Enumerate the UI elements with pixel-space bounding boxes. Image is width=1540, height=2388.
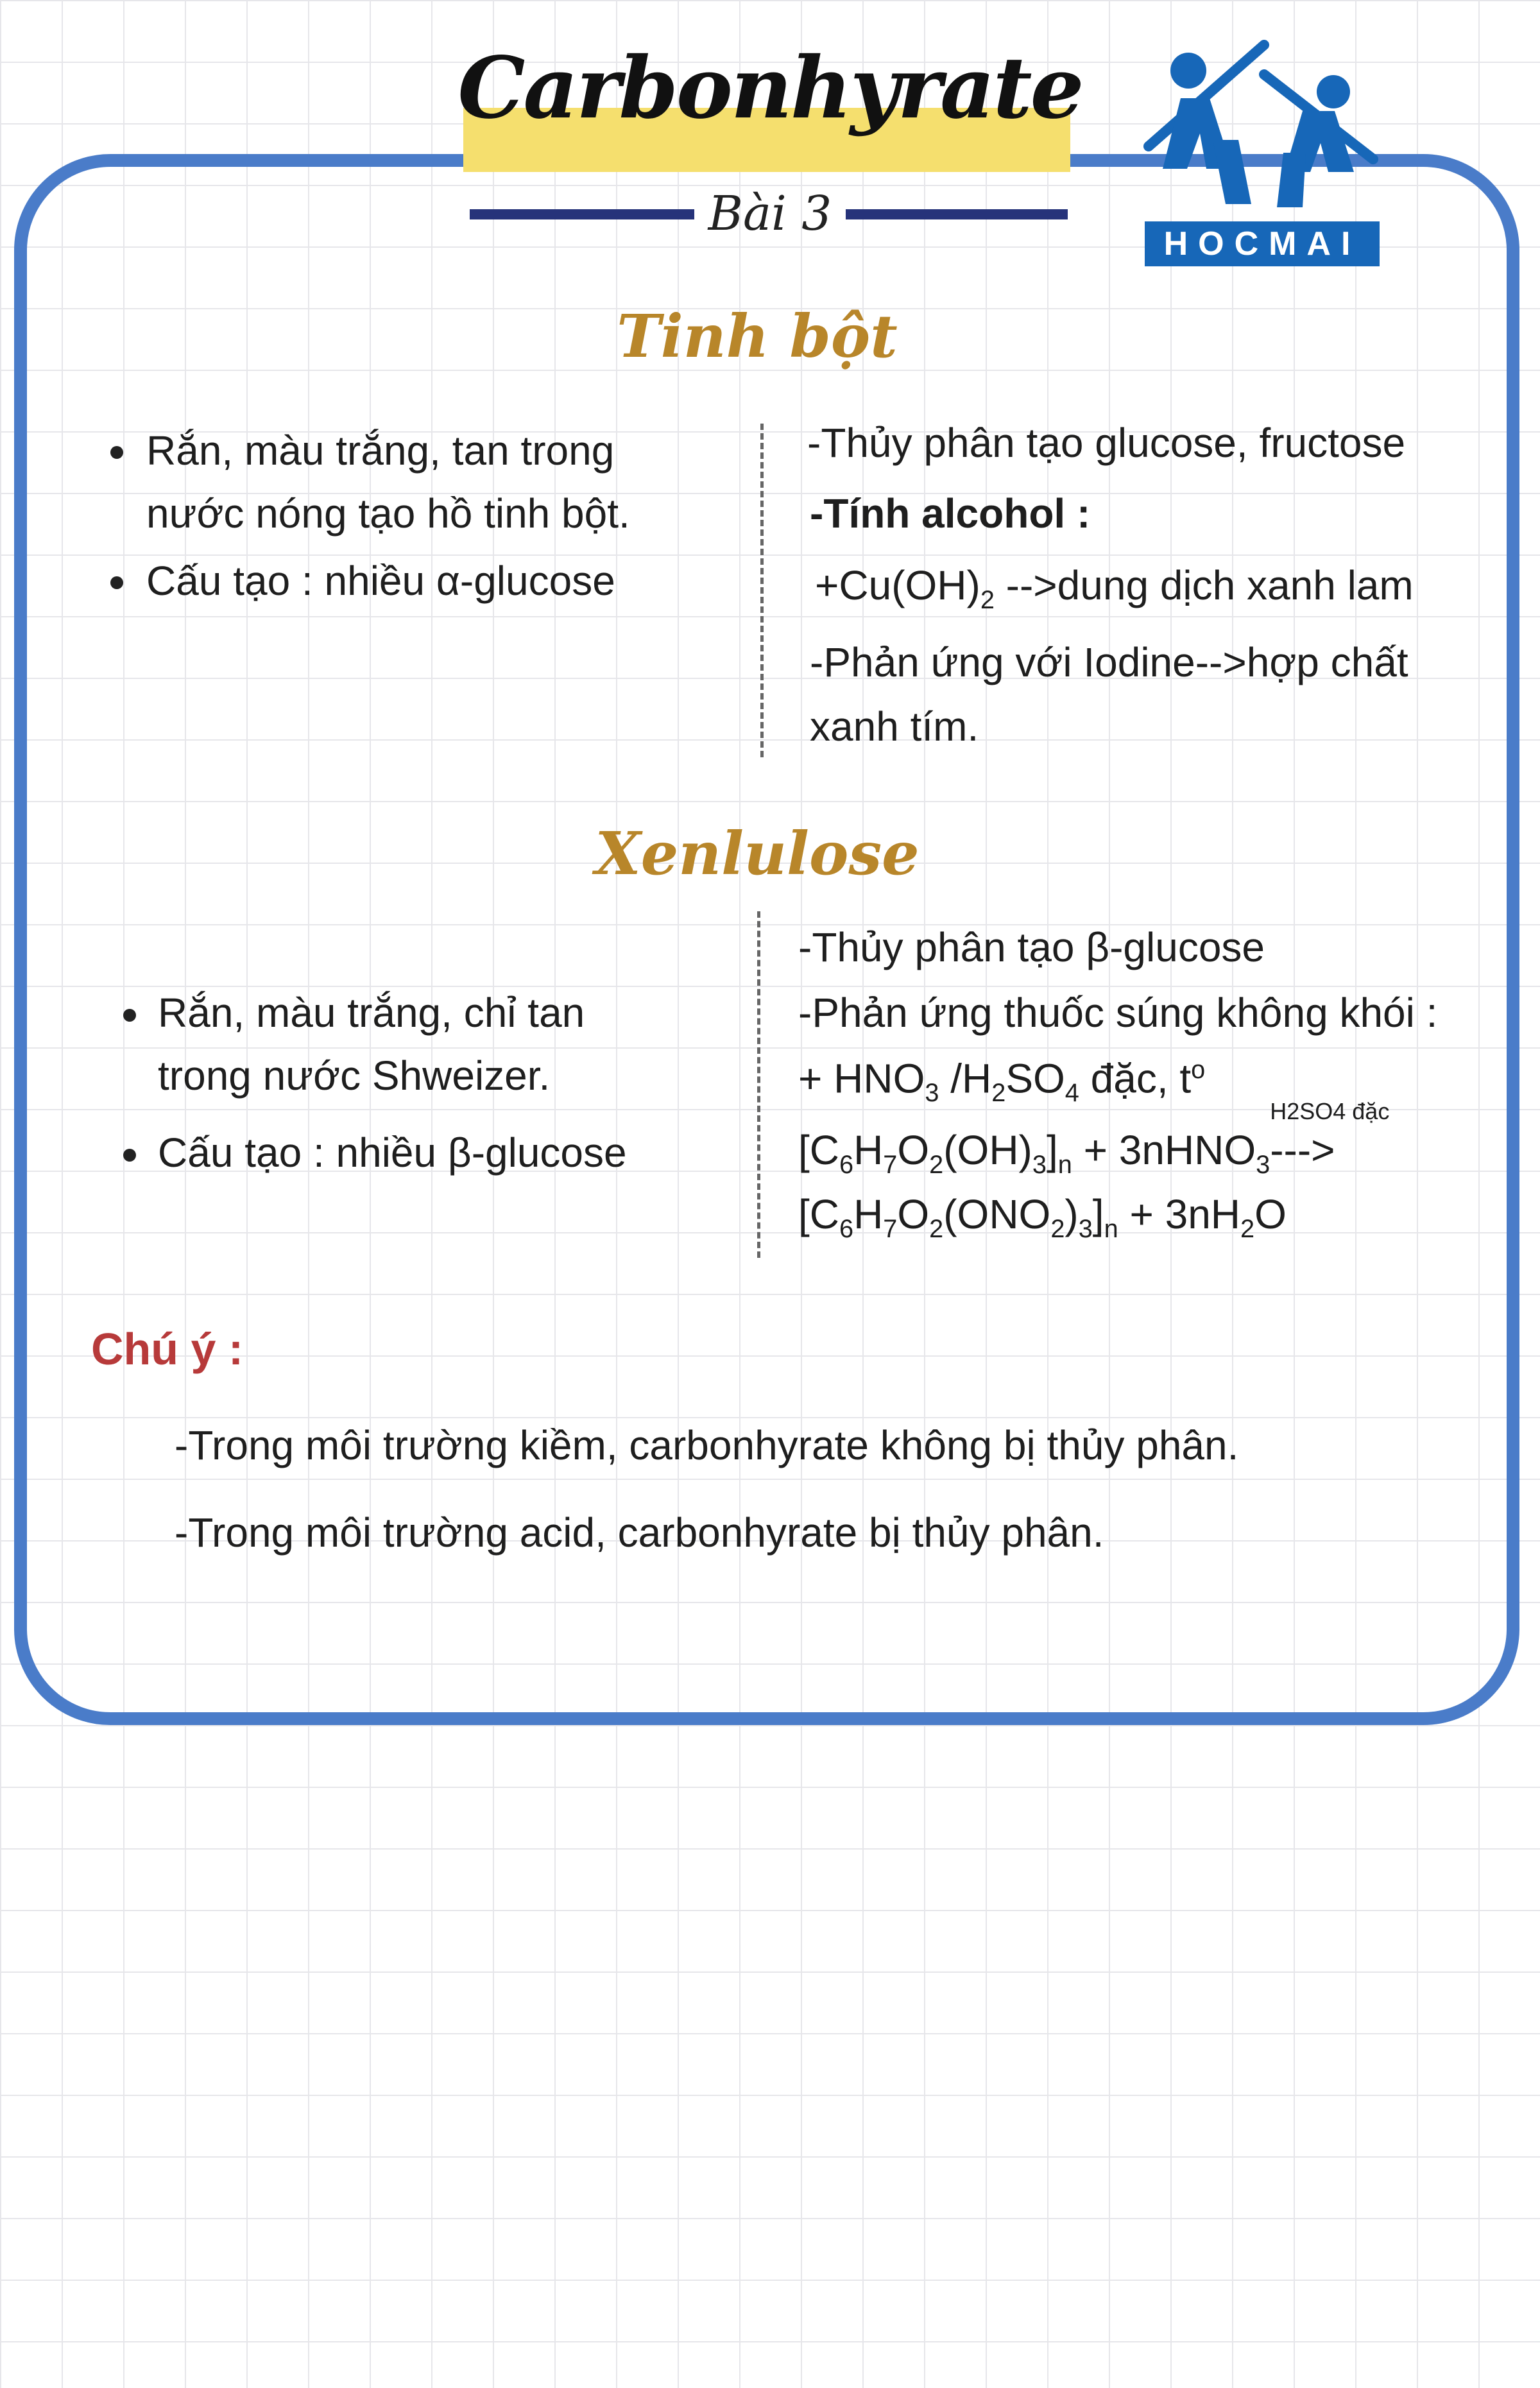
bullet [123, 1009, 136, 1022]
tinh-bot-iodine-reaction: -Phản ứng với Iodine-->hợp chất [810, 639, 1408, 685]
note-title: Chú ý : [91, 1324, 244, 1374]
page-title: Carbonhyrate [458, 39, 1082, 138]
tinh-bot-iodine-reaction-cont: xanh tím. [810, 703, 979, 750]
logo-wordmark: HOCMAI [1145, 221, 1380, 266]
xenlulose-hydrolysis: -Thủy phân tạo β-glucose [798, 924, 1265, 970]
column-divider [760, 424, 764, 757]
tinh-bot-prop-1: Rắn, màu trắng, tan trong [146, 427, 615, 474]
xenlulose-equation-reactants: $[C_6H_7O_2(OH)_3]_n$ + 3nHNO$_3$ H2SO4 đặc ---> [798, 1098, 1390, 1179]
xenlulose-equation-products: $[C_6H_7O_2(ONO_2)_3]_n + 3nH_2O$ [798, 1191, 1287, 1243]
bullet [123, 1149, 136, 1162]
xenlulose-prop-1-cont: trong nước Shweizer. [158, 1052, 551, 1099]
note-line-1: -Trong môi trường kiềm, carbonhyrate không bị thủy phân. [175, 1422, 1239, 1468]
tinh-bot-prop-1-cont: nước nóng tạo hồ tinh bột. [146, 490, 630, 537]
bullet [110, 576, 123, 589]
content-frame [14, 154, 1519, 1725]
lesson-subtitle: Bài 3 [708, 186, 832, 241]
subtitle-line-left [470, 209, 694, 219]
bullet [110, 446, 123, 459]
tinh-bot-alcohol-heading: -Tính alcohol : [810, 490, 1091, 537]
xenlulose-gunpowder-heading: -Phản ứng thuốc súng không khói : [798, 990, 1438, 1036]
section-title-tinh-bot: Tinh bột [617, 302, 898, 371]
xenlulose-structure: Cấu tạo : nhiều β-glucose [158, 1130, 627, 1176]
note-line-2: -Trong môi trường acid, carbonhyrate bị thủy phân. [175, 1509, 1104, 1556]
section-title-xenlulose: Xenlulose [595, 819, 920, 888]
tinh-bot-cuoh2-reaction: $+Cu(OH)_2$ -->dung dịch xanh lam [815, 562, 1414, 614]
reaction-condition: H2SO4 đặc [1270, 1098, 1390, 1124]
tinh-bot-structure: Cấu tạo : nhiều α-glucose [146, 558, 615, 604]
tinh-bot-hydrolysis: -Thủy phân tạo glucose, fructose [807, 420, 1406, 466]
subtitle-line-right [846, 209, 1068, 219]
xenlulose-reagents: + $HNO_3$ $/H_2SO_4$ đặc, $t^o$ [798, 1055, 1206, 1108]
column-divider [757, 911, 760, 1258]
reaction-arrow: H2SO4 đặc ---> [1270, 1098, 1390, 1173]
xenlulose-prop-1: Rắn, màu trắng, chỉ tan [158, 990, 585, 1036]
